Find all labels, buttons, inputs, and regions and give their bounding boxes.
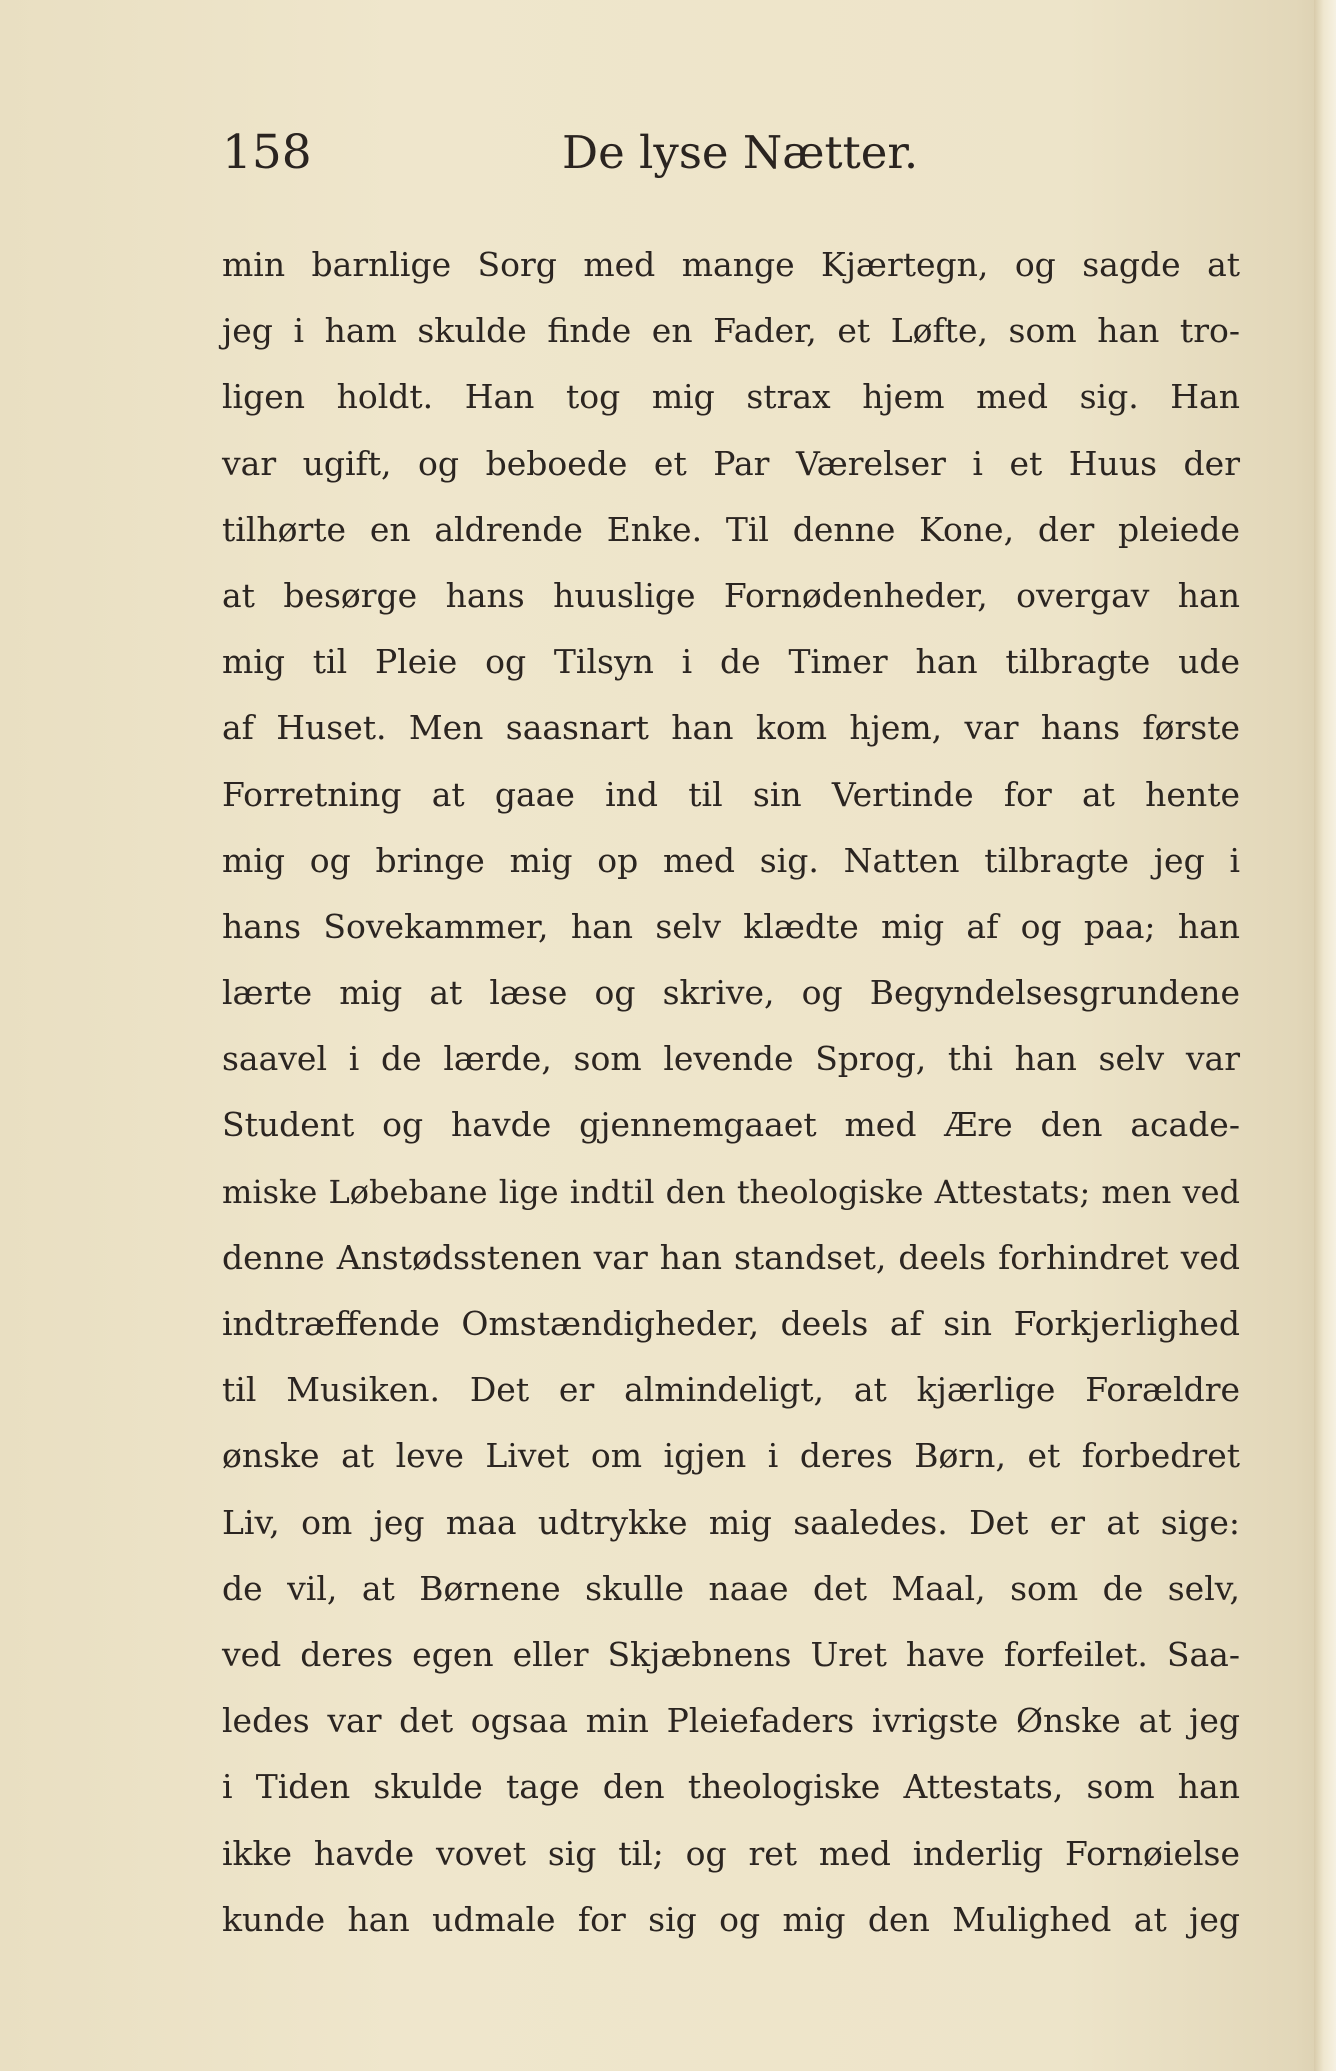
text-line: miske Løbebane lige indtil den theologiske Attestats; men ved (222, 1172, 1240, 1211)
text-line: ved deres egen eller Skjæbnens Uret have forfeilet. Saa- (222, 1634, 1240, 1674)
text-line: indtræffende Omstændigheder, deels af sin Forkjerlighed (222, 1304, 1240, 1343)
text-line: ledes var det ogsaa min Pleiefaders ivrigste Ønske at jeg (222, 1701, 1240, 1741)
text-line: kunde han udmale for sig og mig den Mulighed at jeg (222, 1899, 1240, 1939)
text-line: tilhørte en aldrende Enke. Til denne Kone, der pleiede (222, 509, 1240, 549)
text-line: mig og bringe mig op med sig. Natten tilbragte jeg i (222, 840, 1240, 880)
page-edge (1314, 0, 1336, 2071)
page-header (222, 118, 1122, 188)
text-line: Liv, om jeg maa udtrykke mig saaledes. Det er at sige: (222, 1502, 1240, 1542)
text-line: de vil, at Børnene skulle naae det Maal, som de selv, (222, 1568, 1240, 1608)
text-line: til Musiken. Det er almindeligt, at kjærlige Forældre (222, 1370, 1240, 1410)
text-line: Student og havde gjennemgaaet med Ære den acade- (222, 1105, 1240, 1145)
text-line: i Tiden skulde tage den theologiske Attestats, som han (222, 1767, 1240, 1807)
text-line: saavel i de lærde, som levende Sprog, thi han selv var (222, 1039, 1240, 1079)
text-line: mig til Pleie og Tilsyn i de Timer han tilbragte ude (222, 642, 1240, 682)
page-number: 158 (222, 125, 312, 180)
text-line: Forretning at gaae ind til sin Vertinde for at hente (222, 774, 1240, 814)
text-line: af Huset. Men saasnart han kom hjem, var hans første (222, 708, 1240, 748)
text-line: ikke havde vovet sig til; og ret med inderlig Fornøielse (222, 1833, 1240, 1873)
text-line: jeg i ham skulde finde en Fader, et Løfte, som han tro- (222, 311, 1240, 351)
text-line: var ugift, og beboede et Par Værelser i et Huus der (222, 443, 1240, 483)
text-line: at besørge hans huuslige Fornødenheder, overgav han (222, 575, 1240, 615)
text-line: min barnlige Sorg med mange Kjærtegn, og sagde at (222, 245, 1240, 284)
text-line: ligen holdt. Han tog mig strax hjem med sig. Han (222, 377, 1240, 417)
running-title: De lyse Nætter. (562, 126, 919, 179)
text-line: denne Anstødsstenen var han standset, deels forhindret ved (222, 1237, 1240, 1277)
text-line: ønske at leve Livet om igjen i deres Børn, et forbedret (222, 1436, 1240, 1476)
body-text (222, 232, 1240, 1953)
text-line: lærte mig at læse og skrive, og Begyndelsesgrundene (222, 973, 1240, 1013)
text-line: hans Sovekammer, han selv klædte mig af og paa; han (222, 906, 1240, 946)
